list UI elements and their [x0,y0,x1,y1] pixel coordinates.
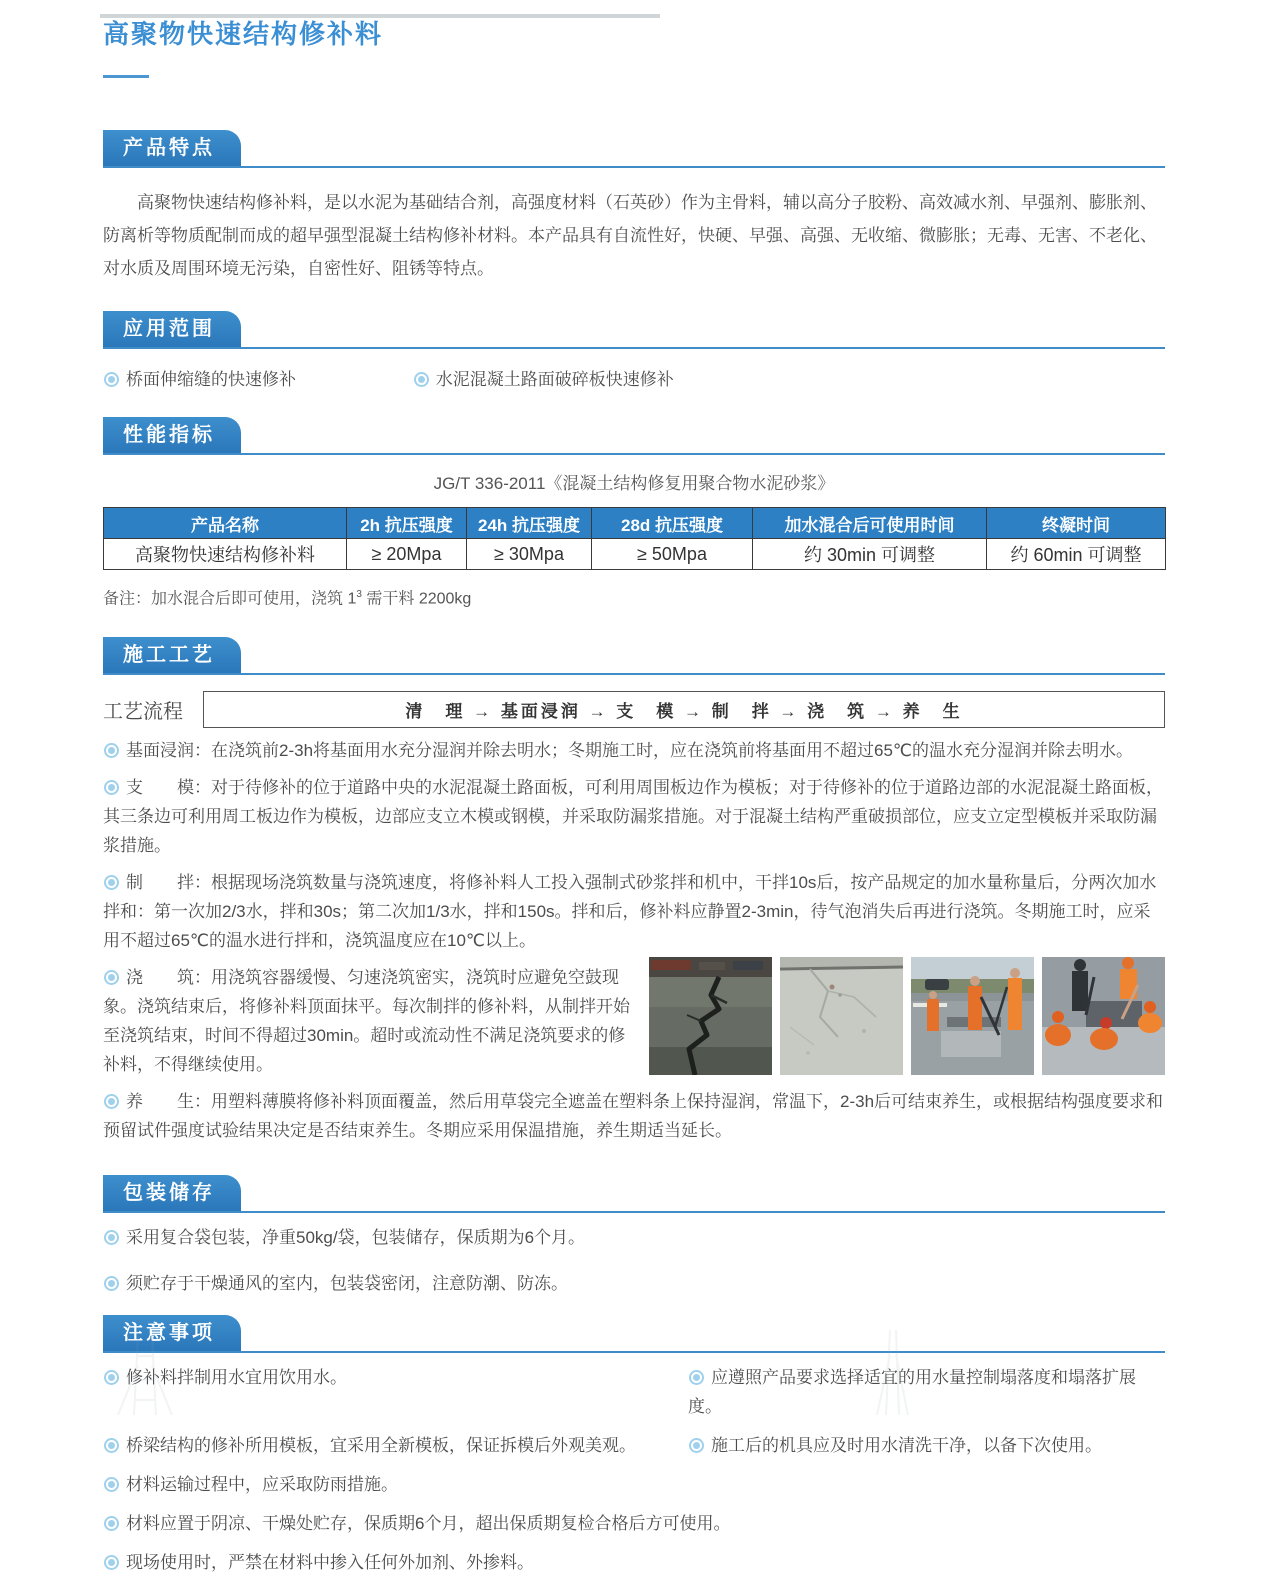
ring-bullet-icon [108,1481,115,1488]
process-steps [103,736,1165,1145]
section-tab-applications: 应用范围 [103,311,241,347]
ring-bullet-icon [108,1280,115,1287]
notes-row [103,1363,1165,1421]
process-step: 制 拌：根据现场浇筑数量与浇筑速度，将修补料人工投入强制式砂浆拌和机中，干拌10s后，按产品规定的加水量称量后，分两次加水拌和：第一次加2/3水，拌和30s；第二次加1/3水，拌和150s。拌和后，修补料应静置2-3min，待气泡消失后再进行浇筑。冬期施工时，应采用不超过65℃的温水进行拌和，浇筑温度应在10℃以上。 [103,873,1157,951]
table-footnote: 备注：加水混合后即可使用，浇筑 $1^3$ 需干料 2200kg [103,589,472,608]
note-item: 应遵照产品要求选择适宜的用水量控制塌落度和塌落扩展度。 [688,1368,1136,1417]
watermark-cable-lines [872,1330,912,1420]
table-header-cell: 28d 抗压强度 [592,508,753,539]
note-item: 现场使用时，严禁在材料中掺入任何外加剂、外掺料。 [103,1548,1165,1577]
ring-bullet-icon [108,974,115,981]
table-cell: ≥ 20Mpa [347,539,467,570]
process-step: 支 模：对于待修补的位于道路中央的水泥混凝土路面板，可利用周围板边作为模板；对于待修补的位于道路边部的水泥混凝土路面板，其三条边可利用周工板边作为模板，边部应支立木模或钢模，并采取防漏浆措施。对于混凝土结构严重破损部位，应支立定型模板并采取防漏浆措施。 [103,778,1163,856]
flow-diagram-box: 清 理 → 基面浸润 → 支 模 → 制 拌 → 浇 筑 → 养 生 [203,691,1165,728]
page-title: 高聚物快速结构修补料 [103,19,384,49]
section-tab-process: 施工工艺 [103,637,241,673]
cracked-dark-pavement-photo [649,957,772,1075]
ring-bullet-icon [108,376,115,383]
table-header-cell: 加水混合后可使用时间 [753,508,987,539]
section-header-notes [103,1315,1165,1353]
section-tab-features: 产品特点 [103,130,241,166]
section-tab-performance: 性能指标 [103,417,241,453]
section-header-process [103,637,1165,675]
table-cell: ≥ 30Mpa [467,539,592,570]
section-tab-notes: 注意事项 [103,1315,241,1351]
ring-bullet-icon [693,1442,700,1449]
footnote-superscript: 3 [356,589,362,600]
ring-bullet-icon [108,1234,115,1241]
table-cell: 约 30min 可调整 [753,539,987,570]
title-underline [103,75,149,78]
applications-list [103,367,1165,393]
note-item: 施工后的机具应及时用水清洗干净，以备下次使用。 [688,1431,1165,1460]
section-tab-packaging: 包装储存 [103,1175,241,1211]
process-step: 基面浸润：在浇筑前2-3h将基面用水充分湿润并除去明水；冬期施工时，应在浇筑前将基面用不超过65℃的温水充分湿润并除去明水。 [103,736,1165,765]
process-step: 浇 筑：用浇筑容器缓慢、匀速浇筑密实，浇筑时应避免空鼓现象。浇筑结束后，将修补料顶面抹平。每次制拌的修补料，从制拌开始至浇筑结束，时间不得超过30min。超时或流动性不满足浇筑要求的修补料，不得继续使用。 [103,968,630,1075]
application-item: 水泥混凝土路面破碎板快速修补 [413,370,674,389]
workers-repairing-road-photo [911,957,1034,1075]
document-page [103,14,1165,1577]
packaging-item: 采用复合袋包装，净重50kg/袋，包装储存，保质期为6个月。 [103,1223,1165,1252]
watermark-bridge-tower [108,1336,198,1420]
ring-bullet-icon [108,1559,115,1566]
section-header-applications [103,311,1165,349]
ring-bullet-icon [108,784,115,791]
note-item: 材料运输过程中，应采取防雨措施。 [103,1470,1165,1499]
note-item: 材料应置于阴凉、干燥处贮存，保质期6个月，超出保质期复检合格后方可使用。 [103,1509,1165,1538]
table-header-cell: 产品名称 [104,508,347,539]
cracked-concrete-slab-photo [780,957,903,1075]
table-header-row [104,508,1166,539]
ring-bullet-icon [108,747,115,754]
note-item: 桥梁结构的修补所用模板，宜采用全新模板，保证拆模后外观美观。 [103,1431,688,1460]
ring-bullet-icon [108,879,115,886]
section-header-features [103,130,1165,168]
ring-bullet-icon [108,1098,115,1105]
application-item: 桥面伸缩缝的快速修补 [103,367,408,393]
process-step: 养 生：用塑料薄膜将修补料顶面覆盖，然后用草袋完全遮盖在塑料条上保持湿润，常温下，2-3h后可结束养生，或根据结构强度要求和预留试件强度试验结果决定是否结束养生。冬期应采用保温措施，养生期适当延长。 [103,1092,1164,1141]
features-paragraph: 高聚物快速结构修补料，是以水泥为基础结合剂，高强度材料（石英砂）作为主骨料，辅以高分子胶粉、高效减水剂、早强剂、膨胀剂、防离析等物质配制而成的超早强型混凝土结构修补材料。本产品具有自流性好，快硬、早强、高强、无收缩、微膨胀；无毒、无害、不老化、对水质及周围环境无污染，自密性好、阻锈等特点。 [103,193,1157,278]
workers-placing-mortar-photo [1042,957,1165,1075]
table-cell: ≥ 50Mpa [592,539,753,570]
performance-table [103,507,1166,570]
section-header-performance [103,417,1165,455]
table-cell: 高聚物快速结构修补料 [104,539,347,570]
table-header-cell: 24h 抗压强度 [467,508,592,539]
ring-bullet-icon [108,1520,115,1527]
table-header-cell: 终凝时间 [987,508,1166,539]
flow-label: 工艺流程 [103,701,183,724]
ring-bullet-icon [108,1442,115,1449]
ring-bullet-icon [418,376,425,383]
standard-reference: JG/T 336-2011《混凝土结构修复用聚合物水泥砂浆》 [433,474,835,493]
packaging-item: 须贮存于干燥通风的室内，包装袋密闭，注意防潮、防冻。 [103,1269,1165,1298]
note-item: 修补料拌制用水宜用饮用水。 [103,1363,688,1421]
ring-bullet-icon [693,1374,700,1381]
process-flow-row [103,691,1165,728]
section-header-packaging [103,1175,1165,1213]
table-cell: 约 60min 可调整 [987,539,1166,570]
table-row [104,539,1166,570]
process-photo-strip [649,957,1165,1075]
table-header-cell: 2h 抗压强度 [347,508,467,539]
notes-row [103,1431,1165,1460]
